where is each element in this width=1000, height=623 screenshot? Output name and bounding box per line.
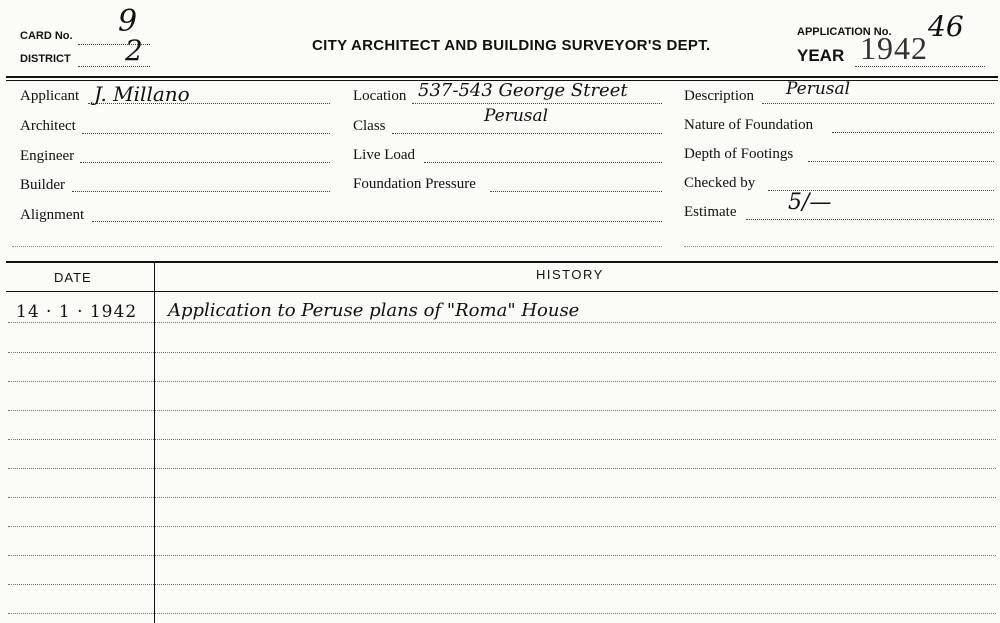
history-header: HISTORY bbox=[536, 267, 604, 282]
depth-of-footings-label: Depth of Footings bbox=[684, 146, 794, 162]
district-label: DISTRICT bbox=[20, 53, 71, 65]
ruled-line bbox=[8, 613, 996, 614]
history-entry: Application to Peruse plans of "Roma" House bbox=[168, 300, 580, 321]
ruled-line bbox=[8, 439, 996, 440]
ruled-line bbox=[8, 468, 996, 469]
architect-label: Architect bbox=[20, 118, 76, 134]
ruled-line bbox=[8, 497, 996, 498]
engineer-label: Engineer bbox=[20, 148, 75, 164]
description-label: Description bbox=[684, 88, 754, 104]
class-value: Perusal bbox=[484, 106, 549, 126]
ruled-line bbox=[8, 584, 996, 585]
location-value: 537-543 George Street bbox=[418, 80, 628, 101]
header-rule-top bbox=[6, 76, 998, 78]
builder-label: Builder bbox=[20, 177, 65, 193]
district-value: 2 bbox=[125, 34, 143, 67]
checked-by-label: Checked by bbox=[684, 175, 756, 191]
ruled-line bbox=[8, 352, 996, 353]
year-value: 1942 bbox=[860, 30, 928, 66]
engineer-line bbox=[80, 162, 330, 163]
live-load-line bbox=[424, 162, 662, 163]
card-no-label: CARD No. bbox=[20, 30, 73, 42]
year-label: YEAR bbox=[797, 46, 845, 65]
ruled-line bbox=[8, 526, 996, 527]
ruled-line bbox=[8, 322, 996, 323]
application-no-value: 46 bbox=[928, 10, 964, 43]
nature-of-foundation-label: Nature of Foundation bbox=[684, 117, 814, 133]
foundation-pressure-line bbox=[490, 191, 662, 192]
ruled-line bbox=[8, 381, 996, 382]
depth-of-footings-line bbox=[808, 161, 994, 162]
description-line bbox=[762, 103, 994, 104]
class-line bbox=[392, 133, 662, 134]
applicant-label: Applicant bbox=[20, 88, 80, 104]
foundation-pressure-label: Foundation Pressure bbox=[353, 176, 476, 192]
location-line bbox=[412, 103, 662, 104]
nature-of-foundation-line bbox=[832, 132, 994, 133]
ruled-line bbox=[8, 555, 996, 556]
live-load-label: Live Load bbox=[353, 147, 416, 163]
history-date: 14 · 1 · 1942 bbox=[16, 302, 138, 322]
blank-line-right bbox=[684, 246, 994, 247]
builder-line bbox=[72, 191, 330, 192]
class-label: Class bbox=[353, 118, 386, 134]
estimate-label: Estimate bbox=[684, 204, 737, 220]
location-label: Location bbox=[353, 88, 407, 104]
estimate-value: 5/— bbox=[788, 190, 832, 215]
blank-line-left bbox=[12, 246, 662, 247]
ruled-line bbox=[8, 410, 996, 411]
estimate-line bbox=[746, 219, 994, 220]
department-title: CITY ARCHITECT AND BUILDING SURVEYOR'S DEPT. bbox=[312, 37, 711, 54]
architect-line bbox=[82, 133, 330, 134]
description-value: Perusal bbox=[786, 79, 851, 99]
alignment-label: Alignment bbox=[20, 207, 85, 223]
card-no-value: 9 bbox=[118, 4, 138, 39]
date-column-divider bbox=[154, 263, 155, 623]
applicant-value: J. Millano bbox=[94, 82, 190, 106]
date-header: DATE bbox=[54, 270, 92, 285]
application-no-label: APPLICATION No. bbox=[797, 26, 892, 38]
alignment-line bbox=[92, 221, 662, 222]
